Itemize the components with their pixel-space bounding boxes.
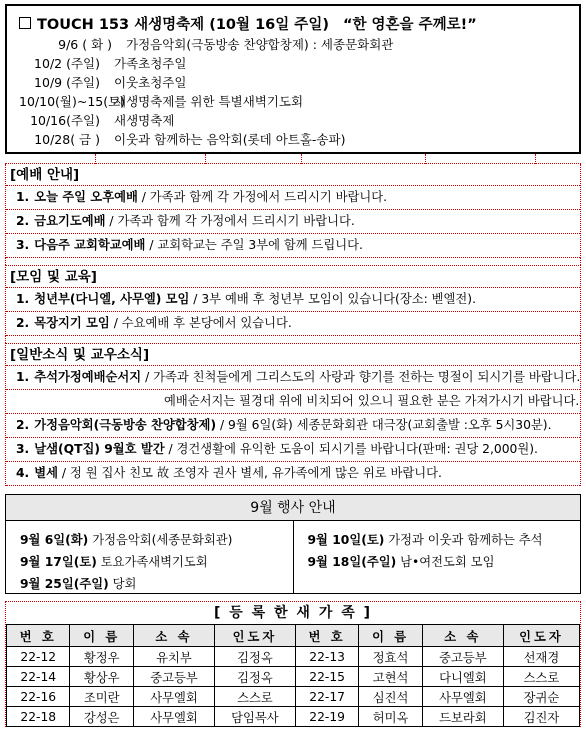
table-cell: 22-12 bbox=[7, 647, 70, 667]
column-header: 번 호 bbox=[7, 625, 70, 647]
event-text: 가정과 이웃과 함께하는 추석 bbox=[384, 533, 543, 547]
item-number: 2. bbox=[16, 418, 30, 432]
table-cell: 고현석 bbox=[359, 667, 422, 687]
item-title: 별세 bbox=[34, 466, 58, 480]
column-header: 소 속 bbox=[133, 625, 214, 647]
event-row bbox=[308, 551, 581, 573]
schedule-date: 10/10(월)~15(토) bbox=[19, 94, 126, 109]
column-header: 소 속 bbox=[422, 625, 503, 647]
table-cell: 22-15 bbox=[295, 667, 358, 687]
item-number: 2. bbox=[16, 316, 30, 330]
item-number: 1. bbox=[16, 370, 30, 384]
item-number: 3. bbox=[16, 238, 30, 252]
news-item bbox=[6, 438, 580, 462]
event-text: 가정음악회(세종문화회관) bbox=[88, 533, 233, 547]
table-cell: 중고등부 bbox=[133, 667, 214, 687]
item-text: / 수요예배 후 본당에서 있습니다. bbox=[109, 316, 292, 330]
item-text: / 가족과 친척들에게 그리스도의 사랑과 향기를 전하는 명절이 되시기를 바랍니다. bbox=[141, 370, 581, 384]
schedule-row bbox=[19, 111, 579, 130]
table-cell: 사무엘회 bbox=[422, 687, 503, 707]
checkbox-icon bbox=[19, 17, 31, 29]
event-row bbox=[308, 529, 581, 551]
table-cell: 드보라회 bbox=[422, 707, 503, 727]
item-text: / 9월 6일(화) 세종문화회관 대극장(교회출발 :오후 5시30분). bbox=[216, 418, 552, 432]
schedule-date: 10/2 (주일) bbox=[34, 56, 100, 71]
event-date: 9월 18일(주일) bbox=[307, 555, 397, 569]
meeting-item bbox=[6, 312, 580, 336]
event-date: 9월 25일(주일) bbox=[20, 577, 109, 591]
table-cell: 다니엘회 bbox=[422, 667, 503, 687]
worship-item bbox=[6, 234, 580, 258]
bulletin-page bbox=[5, 4, 581, 727]
events-right-column bbox=[293, 521, 581, 593]
item-number: 1. bbox=[16, 292, 30, 306]
item-title: 날샘(QT집) 9월호 발간 bbox=[34, 442, 165, 456]
schedule-text: 새생명축제를 위한 특별새벽기도회 bbox=[114, 94, 304, 109]
meeting-section bbox=[5, 265, 581, 336]
item-number: 3. bbox=[16, 442, 30, 456]
item-text: / 3부 예배 후 청년부 모임이 있습니다(장소: 벧엘전). bbox=[189, 292, 476, 306]
item-number: 1. bbox=[16, 190, 30, 204]
news-item bbox=[6, 414, 580, 438]
table-cell: 허미옥 bbox=[359, 707, 422, 727]
schedule-text: 이웃과 함께하는 음악회(롯데 아트홀-송파) bbox=[114, 132, 346, 147]
worship-item bbox=[6, 186, 580, 210]
news-item bbox=[6, 462, 580, 486]
table-cell: 담임목사 bbox=[214, 707, 295, 727]
event-date: 9월 6일(화) bbox=[20, 533, 89, 547]
column-header: 번 호 bbox=[295, 625, 358, 647]
worship-item bbox=[6, 210, 580, 234]
table-cell: 22-18 bbox=[7, 707, 70, 727]
table-cell: 김정옥 bbox=[214, 667, 295, 687]
event-text: 토요가족새벽기도회 bbox=[96, 555, 208, 569]
item-title: 오늘 주일 오후예배 bbox=[34, 190, 138, 204]
item-title: 가정음악회(극동방송 찬양합창제) bbox=[34, 418, 217, 432]
item-title: 목장지기 모임 bbox=[34, 316, 110, 330]
column-header: 이 름 bbox=[359, 625, 422, 647]
table-cell: 김진자 bbox=[503, 707, 579, 727]
table-cell: 황정우 bbox=[70, 647, 133, 667]
item-text: / 교회학교는 주일 3부에 함께 드립니다. bbox=[145, 238, 363, 252]
table-row bbox=[7, 687, 580, 707]
event-date: 9월 10일(토) bbox=[307, 533, 385, 547]
table-cell: 22-14 bbox=[7, 667, 70, 687]
table-cell: 유치부 bbox=[133, 647, 214, 667]
item-title: 금요기도예배 bbox=[34, 214, 106, 228]
schedule-row bbox=[19, 73, 579, 92]
table-cell: 황상우 bbox=[70, 667, 133, 687]
festival-schedule bbox=[19, 35, 579, 149]
item-text: / 경건생활에 유익한 도움이 되시기를 바랍니다(판매: 권당 2,000원). bbox=[164, 442, 538, 456]
table-row bbox=[7, 707, 580, 727]
item-title: 청년부(다니엘, 사무엘) 모임 bbox=[34, 292, 190, 306]
section-divider bbox=[5, 154, 581, 164]
column-header: 인도자 bbox=[214, 625, 295, 647]
schedule-row bbox=[19, 54, 579, 73]
event-date: 9월 17일(토) bbox=[20, 555, 97, 569]
news-heading: [일반소식 및 교우소식] bbox=[6, 344, 580, 366]
event-row bbox=[20, 551, 293, 573]
table-cell: 중고등부 bbox=[422, 647, 503, 667]
table-row bbox=[7, 647, 580, 667]
section-gap bbox=[5, 258, 581, 265]
table-cell: 스스로 bbox=[503, 667, 579, 687]
september-events-box bbox=[5, 494, 581, 594]
column-header: 이 름 bbox=[70, 625, 133, 647]
schedule-date: 10/9 (주일) bbox=[34, 75, 100, 90]
item-text: / 가족과 함께 각 가정에서 드리시기 바랍니다. bbox=[105, 214, 355, 228]
schedule-row bbox=[19, 35, 579, 54]
news-section bbox=[5, 343, 581, 486]
events-left-column bbox=[6, 521, 293, 593]
touch-festival-title bbox=[19, 12, 579, 34]
table-cell: 선재경 bbox=[503, 647, 579, 667]
table-cell: 22-17 bbox=[295, 687, 358, 707]
event-row bbox=[20, 573, 293, 595]
schedule-date: 9/6 ( 화 ) bbox=[58, 37, 112, 52]
item-number: 2. bbox=[16, 214, 30, 228]
column-header: 인도자 bbox=[503, 625, 579, 647]
table-cell: 장귀순 bbox=[503, 687, 579, 707]
schedule-text: 가정음악회(극동방송 찬양합창제) : 세종문화회관 bbox=[126, 37, 394, 52]
table-cell: 심진석 bbox=[359, 687, 422, 707]
table-cell: 정효석 bbox=[359, 647, 422, 667]
item-number: 4. bbox=[16, 466, 30, 480]
table-cell: 22-13 bbox=[295, 647, 358, 667]
table-row bbox=[7, 667, 580, 687]
events-heading: 9월 행사 안내 bbox=[6, 495, 580, 521]
worship-heading: [예배 안내] bbox=[6, 164, 580, 186]
event-row bbox=[20, 529, 293, 551]
worship-section bbox=[5, 164, 581, 258]
table-cell: 조미란 bbox=[70, 687, 133, 707]
item-title: 추석가정예배순서지 bbox=[34, 370, 142, 384]
event-text: 남•여전도회 모임 bbox=[396, 555, 495, 569]
schedule-text: 가족초청주일 bbox=[114, 56, 187, 71]
schedule-text: 이웃초청주일 bbox=[114, 75, 187, 90]
table-cell: 사무엘회 bbox=[133, 707, 214, 727]
schedule-row bbox=[19, 130, 579, 149]
schedule-text: 새생명축제 bbox=[114, 113, 175, 128]
new-family-heading: [ 등 록 한 새 가 족 ] bbox=[213, 605, 373, 621]
schedule-row bbox=[19, 92, 579, 111]
festival-title-text: TOUCH 153 새생명축제 (10월 16일 주일) bbox=[37, 16, 329, 33]
touch-festival-box bbox=[5, 4, 581, 154]
table-cell: 22-19 bbox=[295, 707, 358, 727]
festival-motto: “한 영혼을 주께로!” bbox=[342, 16, 477, 33]
meeting-item bbox=[6, 288, 580, 312]
news-item bbox=[6, 366, 580, 390]
news-item-continued: 예배순서지는 필경대 위에 비치되어 있으니 필요한 분은 가져가시기 바랍니다. bbox=[164, 394, 580, 408]
new-family-table bbox=[6, 624, 580, 727]
table-cell: 22-16 bbox=[7, 687, 70, 707]
section-gap bbox=[5, 336, 581, 343]
event-text: 당회 bbox=[108, 577, 137, 591]
table-cell: 김정옥 bbox=[214, 647, 295, 667]
new-family-section bbox=[5, 601, 581, 727]
table-cell: 사무엘회 bbox=[133, 687, 214, 707]
meeting-heading: [모임 및 교육] bbox=[6, 266, 580, 288]
schedule-date: 10/16(주일) bbox=[30, 113, 100, 128]
schedule-date: 10/28( 금 ) bbox=[34, 132, 100, 147]
table-cell: 강성은 bbox=[70, 707, 133, 727]
table-cell: 스스로 bbox=[214, 687, 295, 707]
item-text: / 정 원 집사 친모 故 조영자 권사 별세, 유가족에게 많은 위로 바랍니다. bbox=[58, 466, 442, 480]
news-item bbox=[6, 390, 580, 414]
item-title: 다음주 교회학교예배 bbox=[34, 238, 146, 252]
item-text: / 가족과 함께 각 가정에서 드리시기 바랍니다. bbox=[137, 190, 388, 204]
